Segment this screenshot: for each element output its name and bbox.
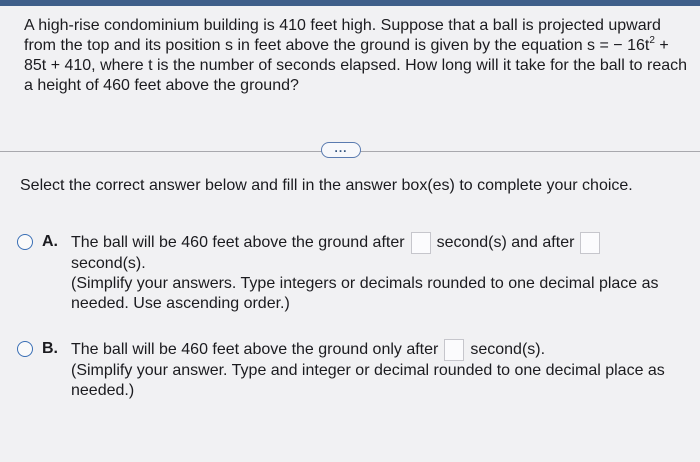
option-a[interactable] xyxy=(17,232,693,314)
option-a-text1: The ball will be 460 feet above the ground after xyxy=(71,234,405,252)
question-line1: A high-rise condominium building is 410 feet high. Suppose that a ball is projected upward from the top and its position s in feet above the ground is given by the equation xyxy=(24,17,661,54)
equation-exponent: 2 xyxy=(649,34,655,46)
option-b-letter: B. xyxy=(42,340,58,357)
option-a-radio[interactable] xyxy=(17,234,33,250)
option-b[interactable] xyxy=(17,339,693,401)
more-dots: ... xyxy=(334,141,348,155)
option-b-note: (Simplify your answer. Type and integer or decimal rounded to one decimal place as needed.) xyxy=(71,362,665,399)
equation-start: s = − 16t xyxy=(587,37,650,54)
answer-box-b1[interactable] xyxy=(444,339,464,361)
equation-end: + 85t + 410, where t is the number of seconds elapsed. How long will it take for the ball to reach a height of 460 feet above the ground? xyxy=(24,37,688,94)
top-header-bar xyxy=(0,0,700,6)
option-b-text2: second(s). xyxy=(470,341,546,359)
equation xyxy=(587,34,655,54)
option-a-letter: A. xyxy=(42,233,58,250)
option-a-note: (Simplify your answers. Type integers or decimals rounded to one decimal place as needed. Use ascending order.) xyxy=(71,275,659,312)
option-b-text1: The ball will be 460 feet above the ground only after xyxy=(71,341,439,359)
show-more-button[interactable] xyxy=(321,142,361,158)
option-a-text3: second(s). xyxy=(71,255,146,272)
answer-box-a2[interactable] xyxy=(580,232,600,254)
option-a-text2: second(s) and after xyxy=(436,234,575,252)
instruction-text: Select the correct answer below and fill in the answer box(es) to complete your choice. xyxy=(20,177,633,194)
option-b-body xyxy=(71,339,693,401)
question-text xyxy=(24,16,692,96)
option-a-body xyxy=(71,232,693,314)
option-b-radio[interactable] xyxy=(17,341,33,357)
answer-box-a1[interactable] xyxy=(411,232,431,254)
